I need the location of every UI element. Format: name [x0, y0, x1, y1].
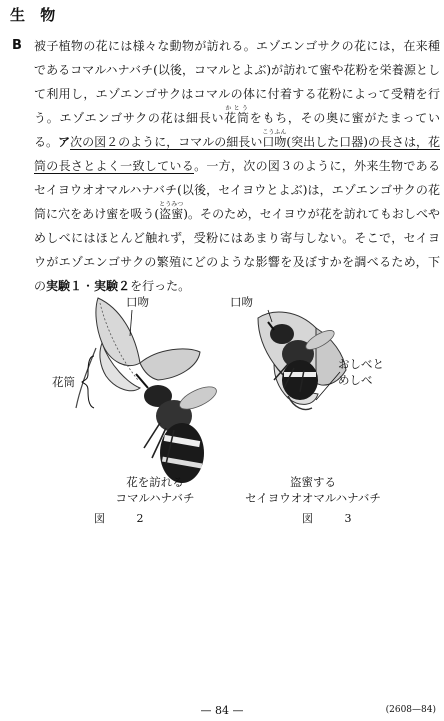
exam-code: (2608—84) — [385, 705, 436, 715]
figure-2 — [40, 288, 240, 528]
experiment-1-label: 実験１ — [46, 279, 83, 293]
fig3-label-mouth: 口吻 — [230, 295, 253, 309]
bee-stripe — [284, 372, 316, 377]
figure-3-number: 図 3 — [302, 512, 366, 525]
underlined-passage: 次の図２のように，コマルの細長い口吻こうふん(突出した口器)の長さは，花筒の長さとよく一致している — [34, 129, 440, 173]
paragraph-part-4: )。そのため，セイヨウが花を訪れてもおしべやめしべにはほとんど触れず，受粉にはあまり寄与しない。そこで，セイヨウがエゾエンゴサクの繁殖にどのような影響を及ぼすかを調べるため，下の — [34, 207, 441, 293]
ruby-kofun: 口吻こうふん — [262, 129, 287, 149]
flower-petal-right — [140, 349, 200, 380]
flower-stem — [76, 348, 96, 408]
paragraph-part-1: 被子植物の花には様々な動物が訪れる。エゾエンゴサクの花には，在来種であるコマルハナバチ(以後，コマルとよぶ)が訪れて蜜や花粉を栄養源として利用し，エゾエンゴサクはコマルの体に付着する花粉によって受精を行う。エゾエンゴサクの花は細長い — [34, 39, 440, 125]
page-number: — 84 — — [200, 704, 244, 717]
fig2-label-tube: 花筒 — [52, 375, 75, 389]
paragraph-part-2: をもち，その奥に蜜がたまっている。 — [34, 111, 440, 149]
fig3-label-organs: おしべと めしべ — [338, 357, 384, 387]
fig2-label-mouth: 口吻 — [126, 295, 149, 309]
bee-wing — [176, 382, 219, 413]
ruby-kato: 花筒かとう — [224, 105, 250, 125]
separator: ・ — [82, 279, 95, 293]
page-heading: 生 物 — [10, 6, 61, 24]
experiment-2-label: 実験２ — [94, 279, 131, 293]
underline-marker: ア — [58, 135, 71, 149]
bee-head — [270, 324, 294, 344]
section-label: B — [12, 38, 22, 53]
paragraph-part-5: を行った。 — [130, 279, 191, 293]
figure-3 — [228, 288, 428, 528]
body-paragraph — [34, 34, 440, 298]
paragraph-part-3: 。一方，次の図３のように，外来生物であるセイヨウオオマルハナバチ(以後，セイヨウとよぶ)は，エゾエンゴサクの花筒に穴をあけ蜜を吸う( — [34, 159, 440, 221]
figure-2-number: 図 2 — [94, 512, 158, 525]
fig3-caption: 盗蜜する セイヨウオオマルハナバチ — [245, 475, 381, 505]
fig2-caption: 花を訪れる コマルハナバチ — [115, 475, 195, 505]
ruby-tomitsu: 盗蜜とうみつ — [159, 201, 184, 221]
